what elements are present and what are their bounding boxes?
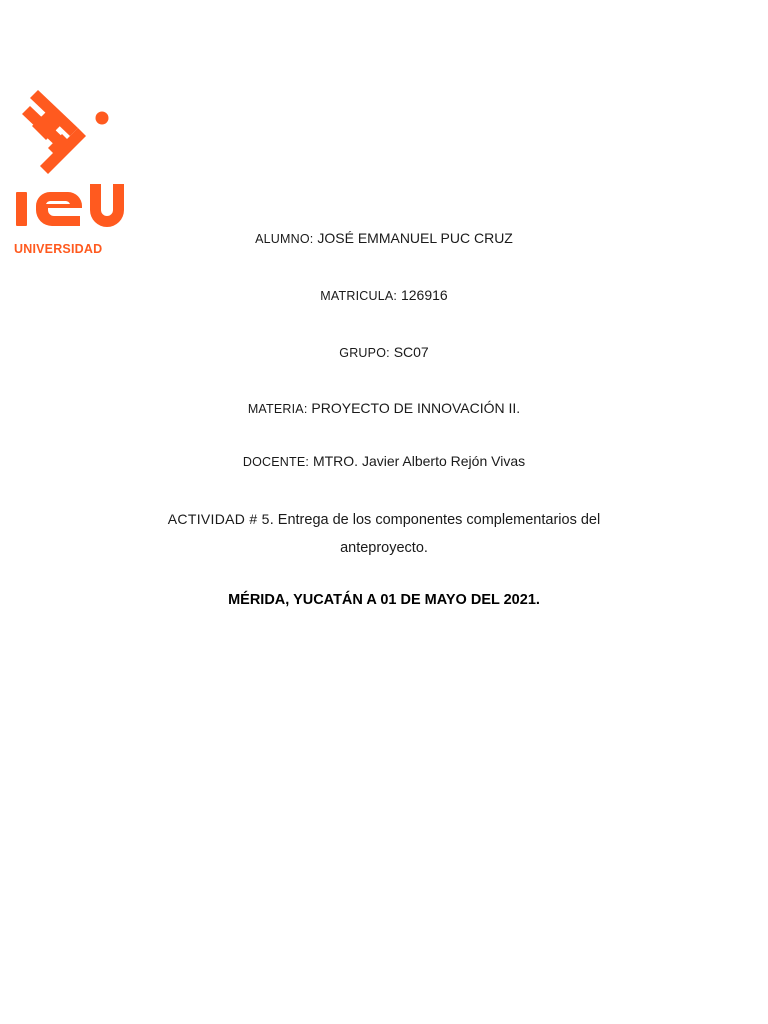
grupo-label: GRUPO:: [339, 346, 390, 360]
docente-line: [0, 453, 768, 469]
alumno-label: ALUMNO:: [255, 232, 314, 246]
docente-label: DOCENTE:: [242, 455, 310, 469]
matricula-value: 126916: [400, 287, 448, 303]
materia-line: [0, 400, 768, 416]
matricula-line: [0, 287, 768, 303]
logo-mark-icon: [14, 88, 130, 238]
grupo-line: [0, 344, 768, 360]
alumno-value: JOSÉ EMMANUEL PUC CRUZ: [317, 230, 513, 246]
student-line: [0, 230, 768, 246]
matricula-label: MATRICULA:: [320, 289, 398, 303]
grupo-value: SC07: [393, 344, 429, 360]
materia-value: PROYECTO DE INNOVACIÓN II.: [311, 400, 521, 416]
place-date: MÉRIDA, YUCATÁN A 01 DE MAYO DEL 2021.: [228, 592, 540, 608]
materia-label: MATERIA:: [247, 402, 308, 416]
actividad-label: ACTIVIDAD # 5: [167, 511, 270, 527]
logo-subtitle: UNIVERSIDAD: [14, 242, 103, 256]
actividad-value: . Entrega de los componentes complementarios del anteproyecto.: [269, 512, 601, 556]
docente-value: MTRO. Javier Alberto Rejón Vivas: [312, 453, 526, 469]
activity-line: [130, 505, 638, 562]
